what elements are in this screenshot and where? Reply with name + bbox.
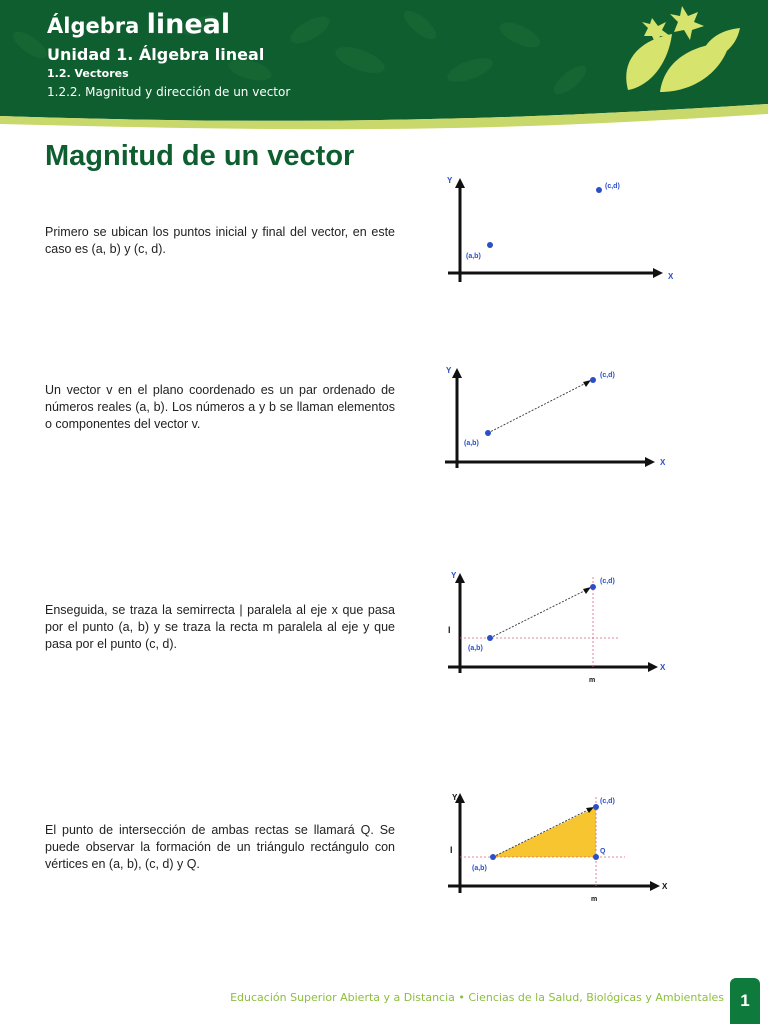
step-2-diagram <box>430 360 680 500</box>
footer-text: Educación Superior Abierta y a Distancia • Ciencias de la Salud, Biológicas y Ambientales <box>230 991 724 1004</box>
page-number: 1 <box>730 978 760 1024</box>
vector-arrow-icon <box>583 380 591 387</box>
point-start <box>490 854 496 860</box>
line-l-label: l <box>448 625 451 635</box>
point-q <box>593 854 599 860</box>
point-start-label: (a,b) <box>466 253 481 260</box>
y-axis-arrow-icon <box>452 368 462 378</box>
point-end-label: (c,d) <box>600 372 615 379</box>
y-axis-arrow-icon <box>455 573 465 583</box>
point-start-label: (a,b) <box>468 645 483 652</box>
point-end-label: (c,d) <box>605 183 620 190</box>
point-end-label: (c,d) <box>600 578 615 585</box>
course-title-part1: Álgebra <box>47 14 140 38</box>
x-axis-arrow-icon <box>650 881 660 891</box>
point-start-label: (a,b) <box>464 440 479 447</box>
line-l-label: l <box>450 845 453 855</box>
vector-arrow-icon <box>583 587 591 594</box>
course-title <box>47 10 230 41</box>
step-2-text: Un vector v en el plano coordenado es un par ordenado de números reales (a, b). Los números a y b se llaman elementos o componentes del vector v. <box>45 383 395 431</box>
section-title: 1.2. Vectores <box>47 67 129 80</box>
course-title-part2: lineal <box>146 9 231 40</box>
step-4-text: El punto de intersección de ambas rectas se llamará Q. Se puede observar la formación de un triángulo rectángulo con vértices en (a, b), (c, d) y Q. <box>45 823 395 871</box>
x-axis-label: X <box>660 663 666 672</box>
y-axis-arrow-icon <box>455 178 465 188</box>
y-axis-label: Y <box>446 366 452 375</box>
step-3-text: Enseguida, se traza la semirrecta | paralela al eje x que pasa por el punto (a, b) y se traza la recta m paralela al eje y que pasa por el punto (c, d). <box>45 603 395 651</box>
point-start <box>487 242 493 248</box>
x-axis-label: X <box>660 458 666 467</box>
vector-line <box>490 589 588 638</box>
x-axis-arrow-icon <box>648 662 658 672</box>
step-1-diagram <box>430 170 680 310</box>
point-end <box>590 377 596 383</box>
point-end-label: (c,d) <box>600 798 615 805</box>
page-header <box>0 0 768 135</box>
point-start <box>487 635 493 641</box>
page-title: Magnitud de un vector <box>45 140 355 172</box>
line-m-label: m <box>589 677 596 684</box>
vector-line <box>488 382 588 433</box>
step-1-text: Primero se ubican los puntos inicial y final del vector, en este caso es (a, b) y (c, d). <box>45 225 395 256</box>
x-axis-label: X <box>662 882 668 891</box>
line-m-label: m <box>591 896 598 903</box>
step-3-diagram <box>430 565 680 705</box>
point-end <box>593 804 599 810</box>
step-4-diagram <box>430 785 680 925</box>
point-start <box>485 430 491 436</box>
point-end <box>590 584 596 590</box>
point-start-label: (a,b) <box>472 865 487 872</box>
x-axis-arrow-icon <box>645 457 655 467</box>
x-axis-label: X <box>668 272 674 281</box>
x-axis-arrow-icon <box>653 268 663 278</box>
y-axis-label: Y <box>452 793 458 802</box>
unit-title: Unidad 1. Álgebra lineal <box>47 45 265 64</box>
y-axis-label: Y <box>447 176 453 185</box>
y-axis-label: Y <box>451 571 457 580</box>
point-q-label: Q <box>600 848 606 855</box>
subsection-title: 1.2.2. Magnitud y dirección de un vector <box>47 85 291 99</box>
point-end <box>596 187 602 193</box>
